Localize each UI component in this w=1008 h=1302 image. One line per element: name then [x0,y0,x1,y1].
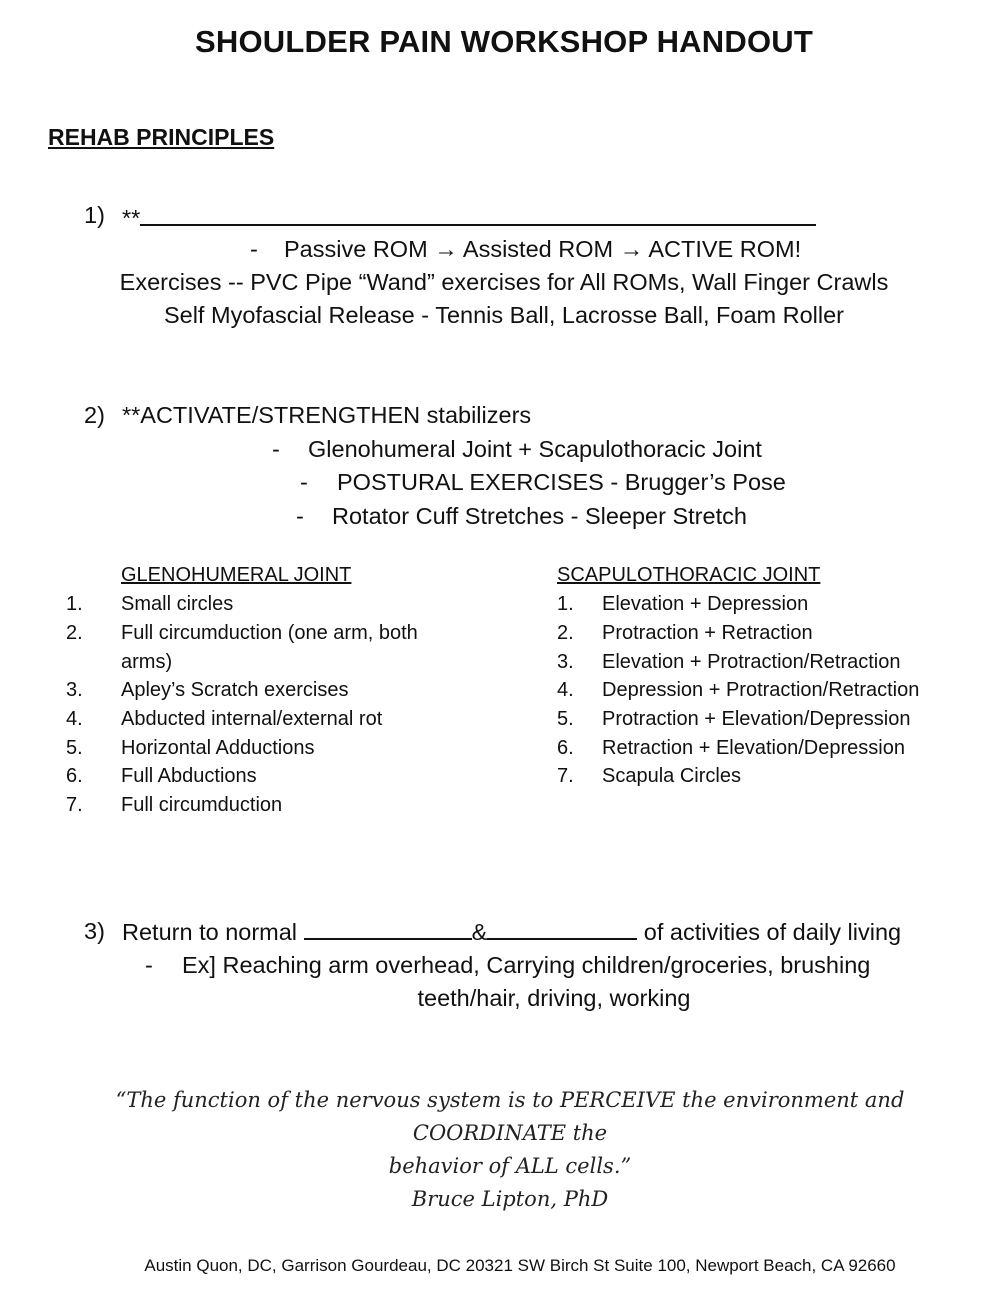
item2-dash-3: - [296,503,304,529]
list-number: 1. [66,593,83,615]
list-item: Full Abductions [121,765,257,787]
footer-address: Austin Quon, DC, Garrison Gourdeau, DC 20321 SW Birch St Suite 100, Newport Beach, CA 92660 [144,1256,896,1275]
quote [40,1084,980,1216]
list-item: Protraction + Elevation/Depression [602,708,911,730]
list-number: 7. [66,794,83,816]
item2-heading: **ACTIVATE/STRENGTHEN stabilizers [122,402,532,428]
glenohumeral-heading: GLENOHUMERAL JOINT [121,564,352,586]
scapulothoracic-heading: SCAPULOTHORACIC JOINT [557,564,821,586]
list-item: Protraction + Retraction [602,622,813,644]
list-number: 6. [557,737,574,759]
list-number: 5. [557,708,574,730]
list-item: Elevation + Depression [602,593,809,615]
list-number: 4. [557,679,574,701]
item1-prefix: ** [122,205,141,231]
item3-text-after: of activities of daily living [637,919,902,945]
list-item: Apley’s Scratch exercises [121,679,349,701]
section-heading: REHAB PRINCIPLES [48,124,275,150]
item2-dash-2: - [300,469,308,495]
list-number: 3. [66,679,83,701]
list-number: 7. [557,765,574,787]
list-number: 6. [66,765,83,787]
list-number: 2. [66,622,83,644]
item1-line [122,202,816,232]
item2-bullet-3: Rotator Cuff Stretches - Sleeper Stretch [332,503,747,529]
quote-line-2: behavior of ALL cells.” [388,1154,632,1178]
item2-bullet-1: Glenohumeral Joint + Scapulothoracic Joint [308,436,762,462]
list-item-continued: arms) [121,651,173,673]
list-item: Elevation + Protraction/Retraction [602,651,901,673]
item1-rom-progression: Passive ROM → Assisted ROM → ACTIVE ROM! [284,236,802,262]
item3-line [122,918,901,946]
item3-ampersand: & [471,919,488,945]
list-item: Retraction + Elevation/Depression [602,737,905,759]
list-number: 4. [66,708,83,730]
list-number: 2. [557,622,574,644]
item3-example-line1: Ex] Reaching arm overhead, Carrying children/groceries, brushing [182,952,871,978]
list-number: 1. [557,593,574,615]
item1-dash: - [250,236,258,262]
list-item: Full circumduction [121,794,283,816]
list-item: Abducted internal/external rot [121,708,383,730]
item3-text-before: Return to normal [122,919,304,945]
item2-dash-1: - [272,436,280,462]
item1-release: Self Myofascial Release - Tennis Ball, Lacrosse Ball, Foam Roller [163,302,845,328]
item1-blank [140,202,816,226]
list-item: Full circumduction (one arm, both [121,622,418,644]
list-item: Small circles [121,593,234,615]
item3-blank-1 [304,918,472,940]
list-item: Depression + Protraction/Retraction [602,679,920,701]
quote-author: Bruce Lipton, PhD [411,1187,609,1211]
item1-exercises: Exercises -- PVC Pipe “Wand” exercises for All ROMs, Wall Finger Crawls [119,269,889,295]
page-title: SHOULDER PAIN WORKSHOP HANDOUT [195,24,813,59]
list-item: Scapula Circles [602,765,741,787]
item3-blank-2 [487,918,637,940]
list-number: 3. [557,651,574,673]
item3-dash: - [145,952,153,978]
item2-bullet-2: POSTURAL EXERCISES - Brugger’s Pose [337,469,786,495]
item2-number: 2) [84,402,105,428]
item3-number: 3) [84,918,105,944]
item1-number: 1) [84,202,105,228]
list-item: Horizontal Adductions [121,737,315,759]
quote-line-1: “The function of the nervous system is to PERCEIVE the environment and COORDINATE the [115,1088,905,1145]
item3-example-line2: teeth/hair, driving, working [417,985,691,1011]
list-number: 5. [66,737,83,759]
